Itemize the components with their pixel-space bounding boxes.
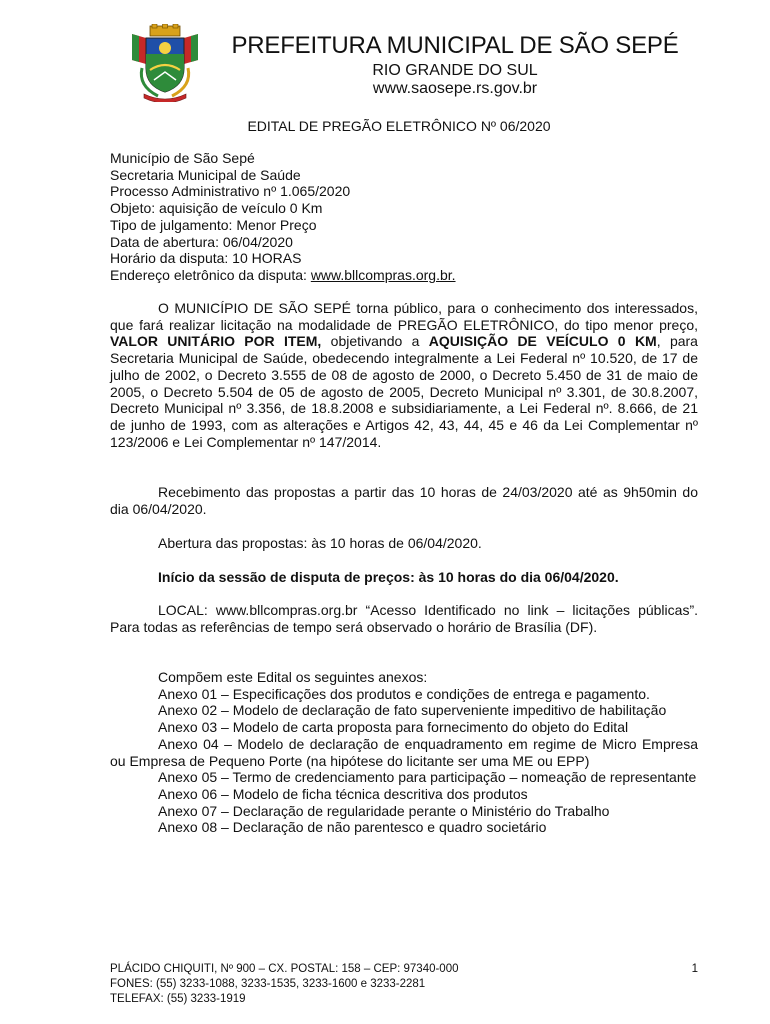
annexes-intro: Compõem este Edital os seguintes anexos: xyxy=(158,669,428,685)
dispute-address-label: Endereço eletrônico da disputa: xyxy=(110,266,311,283)
footer-address: PLÁCIDO CHIQUITI, Nº 900 – CX. POSTAL: 158 – CEP: 97340-000 xyxy=(110,963,459,975)
dispute-address-link[interactable]: www.bllcompras.org.br. xyxy=(310,266,456,283)
metadata-line: Secretaria Municipal de Saúde xyxy=(110,166,301,183)
metadata-line: Data de abertura: 06/04/2020 xyxy=(110,233,293,250)
metadata-line xyxy=(110,267,698,284)
metadata-line: Município de São Sepé xyxy=(110,150,255,166)
intro-text: O MUNICÍPIO DE SÃO SEPÉ torna público, para o conhecimento dos interessados, que fará realizar licitação na modalidade de PREGÃO ELETRÔNICO, do tipo menor preço, xyxy=(110,300,698,333)
intro-text: , para Secretaria Municipal de Saúde, obedecendo integralmente a Lei Federal nº 10.520, de 17 de julho de 2002, o Decreto 3.555 de 08 de agosto de 2000, o Decreto 5.450 de 31 de maio de 2005, o Decreto 5.504 de 05 de agosto de 2005, Decreto Municipal nº 3.301, de 30.8.2007, Decreto Municipal nº 3.356, de 18.8.2008 e subsidiariamente, a Lei Federal nº. 8.666, de 21 de junho de 1993, com as alterações e Artigos 42, 43, 44, 45 e 46 da Lei Complementar nº 123/2006 e Lei Complementar nº 147/2014. xyxy=(110,333,698,450)
page-number: 1 xyxy=(691,963,698,975)
annex-item: Anexo 05 – Termo de credenciamento para participação – nomeação de representante xyxy=(158,769,697,786)
annex-item: Anexo 04 – Modelo de declaração de enquadramento em regime de Micro Empresa ou Empresa de Pequeno Porte (na hipótese do licitante ser uma ME ou EPP) xyxy=(110,735,698,769)
session-start-paragraph: Início da sessão de disputa de preços: às 10 horas do dia 06/04/2020. xyxy=(158,569,619,585)
annex-item: Anexo 08 – Declaração de não parentesco e quadro societário xyxy=(158,819,547,836)
municipal-crest-icon xyxy=(128,24,202,102)
website-link[interactable]: www.saosepe.rs.gov.br xyxy=(372,80,538,97)
metadata-line: Horário da disputa: 10 HORAS xyxy=(110,250,302,267)
intro-paragraph xyxy=(110,300,698,450)
annex-item: Anexo 01 – Especificações dos produtos e condições de entrega e pagamento. xyxy=(158,685,650,702)
annex-item: Anexo 03 – Modelo de carta proposta para fornecimento do objeto do Edital xyxy=(158,719,629,736)
footer-phones: FONES: (55) 3233-1088, 3233-1535, 3233-1600 e 3233-2281 xyxy=(110,978,426,990)
metadata-line: Tipo de julgamento: Menor Preço xyxy=(110,216,317,233)
document-title: EDITAL DE PREGÃO ELETRÔNICO Nº 06/2020 xyxy=(247,118,551,134)
metadata-line: Objeto: aquisição de veículo 0 Km xyxy=(110,200,323,217)
metadata-line: Processo Administrativo nº 1.065/2020 xyxy=(110,183,351,200)
intro-bold-object: AQUISIÇÃO DE VEÍCULO 0 KM xyxy=(428,333,657,350)
opening-paragraph: Abertura das propostas: às 10 horas de 06/04/2020. xyxy=(158,535,482,551)
location-paragraph: LOCAL: www.bllcompras.org.br “Acesso Identificado no link – licitações públicas”. Para todas as referências de tempo será observado o horário de Brasília (DF). xyxy=(110,602,698,635)
annexes-block xyxy=(110,669,698,836)
page-footer xyxy=(110,962,698,1007)
intro-bold-price-type: VALOR UNITÁRIO POR ITEM, xyxy=(110,333,322,350)
receipt-paragraph: Recebimento das propostas a partir das 10 horas de 24/03/2020 até as 9h50min do dia 06/04/2020. xyxy=(110,484,698,517)
annex-item: Anexo 06 – Modelo de ficha técnica descritiva dos produtos xyxy=(158,785,528,802)
annex-item: Anexo 07 – Declaração de regularidade perante o Ministério do Trabalho xyxy=(158,802,610,819)
state-name: RIO GRANDE DO SUL xyxy=(372,62,538,79)
intro-text: objetivando a xyxy=(321,333,429,350)
page-title: PREFEITURA MUNICIPAL DE SÃO SEPÉ xyxy=(231,32,679,59)
footer-fax: TELEFAX: (55) 3233-1919 xyxy=(110,993,246,1005)
metadata-block xyxy=(110,150,698,284)
header-block xyxy=(210,32,700,60)
annex-item: Anexo 02 – Modelo de declaração de fato superveniente impeditivo de habilitação xyxy=(158,702,667,719)
